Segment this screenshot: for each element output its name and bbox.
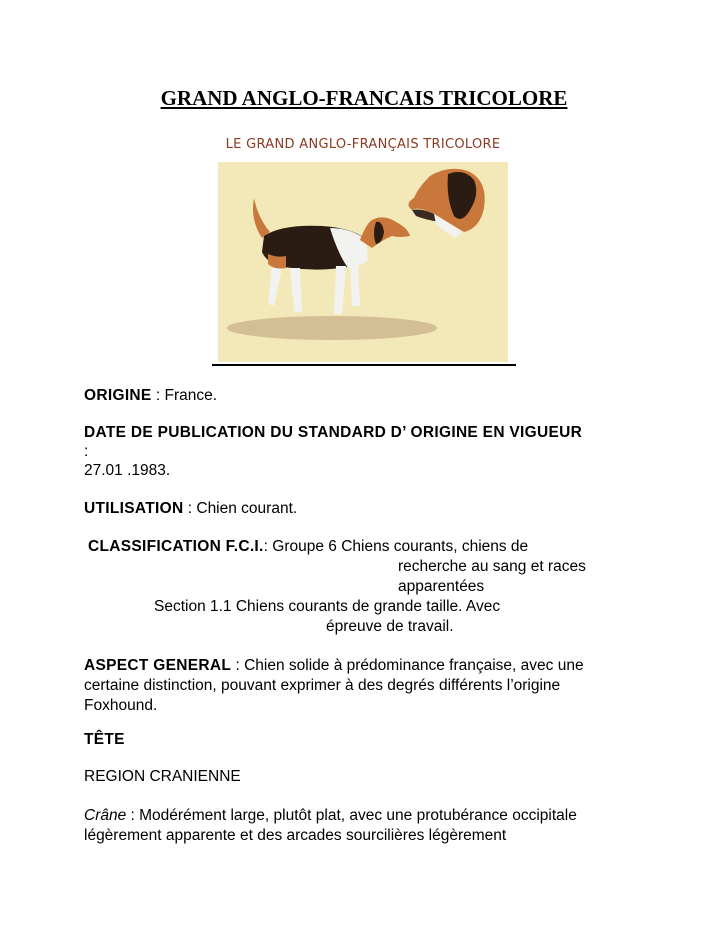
dog-illustration (212, 128, 514, 365)
tete-heading: TÊTE (84, 731, 125, 748)
crane-line1 (84, 806, 577, 825)
classification-line1: : Groupe 6 Chiens courants, chiens de (263, 538, 529, 555)
classification-line4: Section 1.1 Chiens courants de grande taille. Avec (154, 598, 501, 615)
aspect-line2: certaine distinction, pouvant exprimer à des degrés différents l’origine (84, 677, 561, 694)
classification-line2: recherche au sang et races (398, 558, 586, 575)
crane-line2: légèrement apparente et des arcades sourcilières légèrement (84, 827, 507, 844)
region-heading: REGION CRANIENNE (84, 768, 241, 785)
publication-date: 27.01 .1983. (84, 462, 171, 479)
aspect-text1: : Chien solide à prédominance française, avec une (231, 657, 584, 674)
publication-label: DATE DE PUBLICATION DU STANDARD D’ ORIGINE EN VIGUEUR (84, 424, 583, 441)
crane-text1: : Modérément large, plutôt plat, avec une protubérance occipitale (126, 807, 577, 824)
classification-label: CLASSIFICATION F.C.I. (88, 538, 264, 555)
classification-line (88, 537, 528, 556)
aspect-label: ASPECT GENERAL (84, 657, 232, 674)
aspect-line1 (84, 656, 584, 675)
origine-value: : France. (151, 387, 218, 404)
classification-line3: apparentées (398, 578, 485, 595)
illustration-underline (212, 364, 516, 366)
illustration-caption: LE GRAND ANGLO-FRANÇAIS TRICOLORE (225, 137, 501, 152)
utilisation-value: : Chien courant. (183, 500, 298, 517)
classification-line5: épreuve de travail. (326, 618, 454, 635)
utilisation-line (84, 499, 297, 518)
publication-colon: : (84, 443, 89, 460)
utilisation-label: UTILISATION (84, 500, 184, 517)
crane-label: Crâne (84, 807, 127, 824)
document-title: GRAND ANGLO-FRANCAIS TRICOLORE (160, 86, 568, 110)
origine-label: ORIGINE (84, 387, 152, 404)
origine-line (84, 386, 217, 405)
aspect-line3: Foxhound. (84, 697, 158, 714)
